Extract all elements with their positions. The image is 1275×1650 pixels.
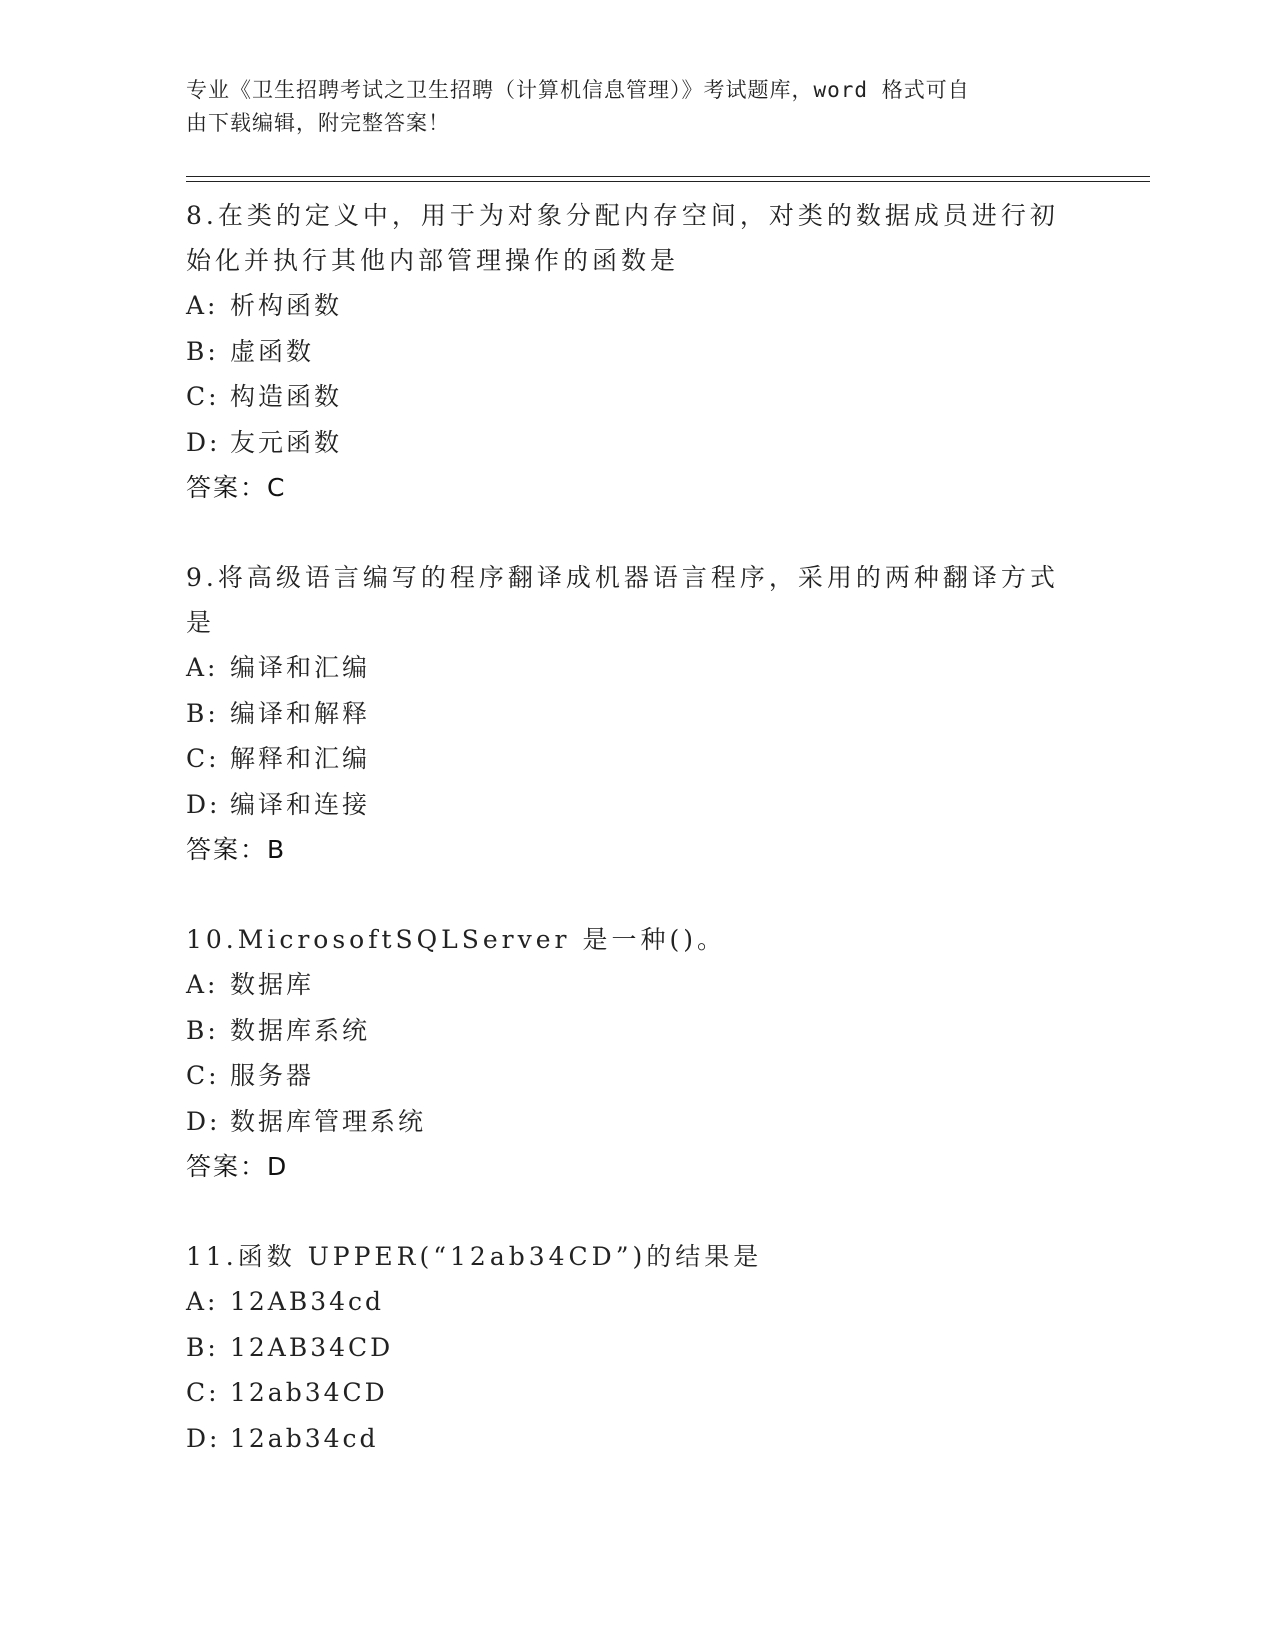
option-letter: D: xyxy=(186,789,221,819)
option-letter: C: xyxy=(186,1378,220,1407)
option-b xyxy=(186,1325,1066,1371)
question-text: 11.函数 UPPER(“12ab34CD”)的结果是 xyxy=(186,1242,763,1271)
document-header xyxy=(186,74,1066,140)
option-letter: B: xyxy=(186,336,219,366)
option-a xyxy=(186,1279,1066,1325)
option-text: 12ab34cd xyxy=(230,1423,379,1453)
option-text: 数据库系统 xyxy=(230,1015,371,1045)
option-text: 数据库 xyxy=(230,970,315,999)
option-letter: A: xyxy=(186,653,219,682)
option-text: 12AB34cd xyxy=(230,1287,385,1316)
option-text: 解释和汇编 xyxy=(230,744,371,773)
option-c xyxy=(186,1053,1066,1099)
option-text: 12ab34CD xyxy=(230,1378,388,1407)
question-11 xyxy=(186,1234,1066,1461)
question-list xyxy=(186,193,1066,1506)
option-a xyxy=(186,962,1066,1008)
option-text: 编译和解释 xyxy=(230,698,371,728)
option-letter: A: xyxy=(186,291,219,320)
option-b xyxy=(186,329,1066,375)
option-c xyxy=(186,736,1066,782)
option-letter: B: xyxy=(186,698,219,728)
header-line-2: 由下载编辑，附完整答案！ xyxy=(186,111,450,135)
header-divider-bottom xyxy=(186,181,1150,182)
option-text: 编译和汇编 xyxy=(230,653,371,682)
option-text: 编译和连接 xyxy=(230,789,371,819)
option-letter: D: xyxy=(186,1106,221,1136)
option-c xyxy=(186,374,1066,420)
option-letter: A: xyxy=(186,1287,219,1316)
option-text: 构造函数 xyxy=(230,382,343,411)
option-letter: C: xyxy=(186,744,220,773)
answer-line: 答案：B xyxy=(186,835,287,864)
option-d xyxy=(186,1099,1066,1145)
header-divider-top xyxy=(186,176,1150,177)
option-letter: D: xyxy=(186,1423,221,1453)
option-text: 友元函数 xyxy=(230,427,343,457)
answer-line: 答案：D xyxy=(186,1152,289,1181)
option-c xyxy=(186,1370,1066,1416)
header-line-1: 专业《卫生招聘考试之卫生招聘（计算机信息管理）》考试题库，word 格式可自 xyxy=(186,78,970,102)
option-text: 虚函数 xyxy=(230,336,315,366)
option-a xyxy=(186,645,1066,691)
question-8 xyxy=(186,193,1066,510)
question-text: 9.将高级语言编写的程序翻译成机器语言程序，采用的两种翻译方式是 xyxy=(186,563,1059,637)
question-10 xyxy=(186,917,1066,1189)
option-d xyxy=(186,782,1066,828)
question-text: 8.在类的定义中，用于为对象分配内存空间，对类的数据成员进行初始化并执行其他内部管理操作的函数是 xyxy=(186,201,1059,275)
option-text: 服务器 xyxy=(230,1061,315,1090)
option-letter: A: xyxy=(186,970,219,999)
option-a xyxy=(186,283,1066,329)
option-letter: B: xyxy=(186,1015,219,1045)
question-9 xyxy=(186,555,1066,872)
answer-line: 答案：C xyxy=(186,473,287,502)
question-text: 10.MicrosoftSQLServer 是一种()。 xyxy=(186,925,726,954)
option-d xyxy=(186,420,1066,466)
option-letter: C: xyxy=(186,1061,220,1090)
option-letter: C: xyxy=(186,382,220,411)
option-text: 数据库管理系统 xyxy=(230,1106,427,1136)
option-b xyxy=(186,691,1066,737)
option-letter: B: xyxy=(186,1332,219,1362)
option-text: 析构函数 xyxy=(230,291,343,320)
option-d xyxy=(186,1416,1066,1462)
option-text: 12AB34CD xyxy=(230,1332,394,1362)
option-b xyxy=(186,1008,1066,1054)
option-letter: D: xyxy=(186,427,221,457)
